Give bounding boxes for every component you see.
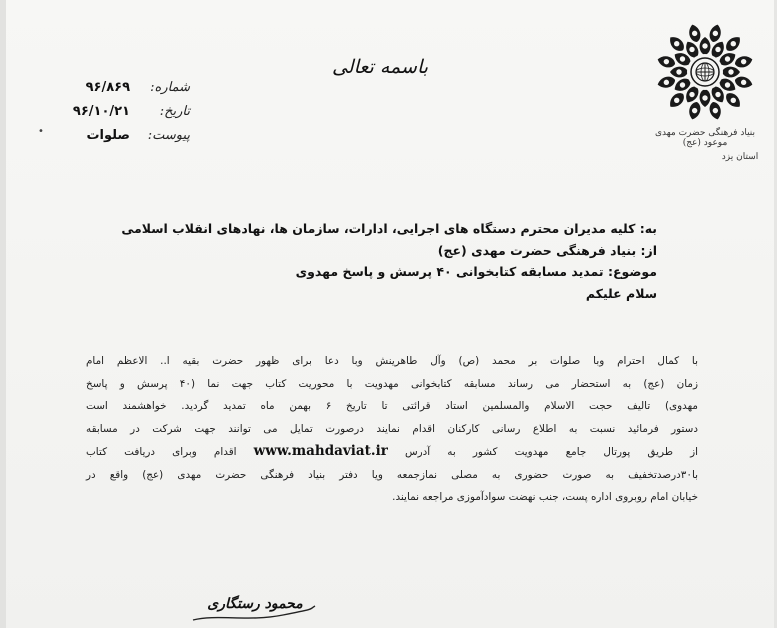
body-line: دستور فرمائید نسبت به اطلاع رسانی کارکنان اقدام نمایند درصورت تمایل می توانند جهت شرکت در مسابقه [86,422,698,435]
emblem-petal-hole [713,31,718,36]
body-line-part: اقدام وبرای دریافت کتاب [86,446,237,458]
emblem-petal-hole [664,80,669,85]
number-value: ۹۶/۸۶۹ [85,80,130,95]
emblem-petal-hole [689,47,694,52]
emblem-petal-hole [715,92,720,97]
attachment-label: پیوست: [147,128,190,143]
body-line: خیابان امام روبروی اداره پست، جنب نهضت سوادآموزی مراجعه نمایند. [392,491,698,503]
emblem-petal-hole [725,82,730,87]
letter-header [97,218,657,304]
scan-dot: • [38,126,44,137]
emblem-petal-hole [689,92,694,97]
meta-number-row [40,80,190,104]
emblem-petal-hole [715,47,720,52]
emblem-petal-hole [680,82,685,87]
number-label: شماره: [150,80,190,95]
meta-date-row [40,104,190,128]
emblem-petal-hole [741,80,746,85]
emblem-petal-hole [702,95,707,100]
emblem-petal-hole [692,31,697,36]
attachment-value: صلوات [86,128,130,143]
emblem-petal-hole [664,59,669,64]
portal-url: www.mahdaviat.ir [253,443,388,459]
emblem-petal-hole [731,98,736,103]
body-line: با کمال احترام وبا صلوات بر محمد (ص) وآل طاهرینش وبا دعا برای ظهور حضرت بقیه ا.. الاعظم امام [86,355,698,367]
signatory-name: محمود رستگاری [207,596,303,612]
body-line: مهدوی) تالیف حجت الاسلام والمسلمین استاد قرائتی تا تاریخ ۶ بهمن ماه تمدید گردید. خواهشمند است [86,400,698,412]
date-value: ۹۶/۱۰/۲۱ [72,104,130,119]
emblem-petal-hole [676,69,681,74]
recipient-line: به: کلیه مدیران محترم دستگاه های اجرایی، ادارات، سازمان ها، نهادهای انقلاب اسلامی [121,221,657,236]
meta-attachment-row [40,128,190,152]
organization-province: استان یزد [721,152,759,162]
emblem-petal-hole [731,41,736,46]
body-line: با۳۰درصدتخفیف به صورت حضوری به مصلی نمازجمعه ویا دفتر بنیاد فرهنگی حضرت مهدی (عج) واقع در [86,468,698,481]
greeting-line: سلام علیکم [585,285,657,301]
emblem-petal-hole [692,108,697,113]
emblem-petal-hole [741,59,746,64]
scan-edge-left [0,0,6,628]
emblem-petal-hole [674,41,679,46]
emblem-petal-hole [725,56,730,61]
emblem-petal-hole [702,43,707,48]
subject-line: موضوع: تمدید مسابقه کتابخوانی ۴۰ پرسش و پاسخ مهدوی [295,264,657,279]
flower-emblem-icon [642,20,768,130]
sender-line: از: بنیاد فرهنگی حضرت مهدی (عج) [437,242,657,258]
date-label: تاریخ: [159,104,190,119]
emblem-petal-hole [680,56,685,61]
invocation-heading: باسمه تعالی [331,56,429,78]
organization-caption: بنیاد فرهنگی حضرت مهدی موعود (عج) [654,128,755,148]
body-line-with-url [86,440,698,464]
body-line-part: از طریق پورتال جامع مهدویت کشور به آدرس [404,446,698,458]
body-line: زمان (عج) به استحضار می رساند مسابقه کتابخوانی مهدویت با محوریت کتاب جهت نما (۴۰ پرسش و پاسخ [86,377,698,390]
emblem-petal-hole [674,98,679,103]
letter-meta [40,80,190,152]
letter-body [86,350,698,509]
organization-logo [642,20,768,180]
emblem-petal-hole [728,69,733,74]
emblem-petal-hole [713,108,718,113]
